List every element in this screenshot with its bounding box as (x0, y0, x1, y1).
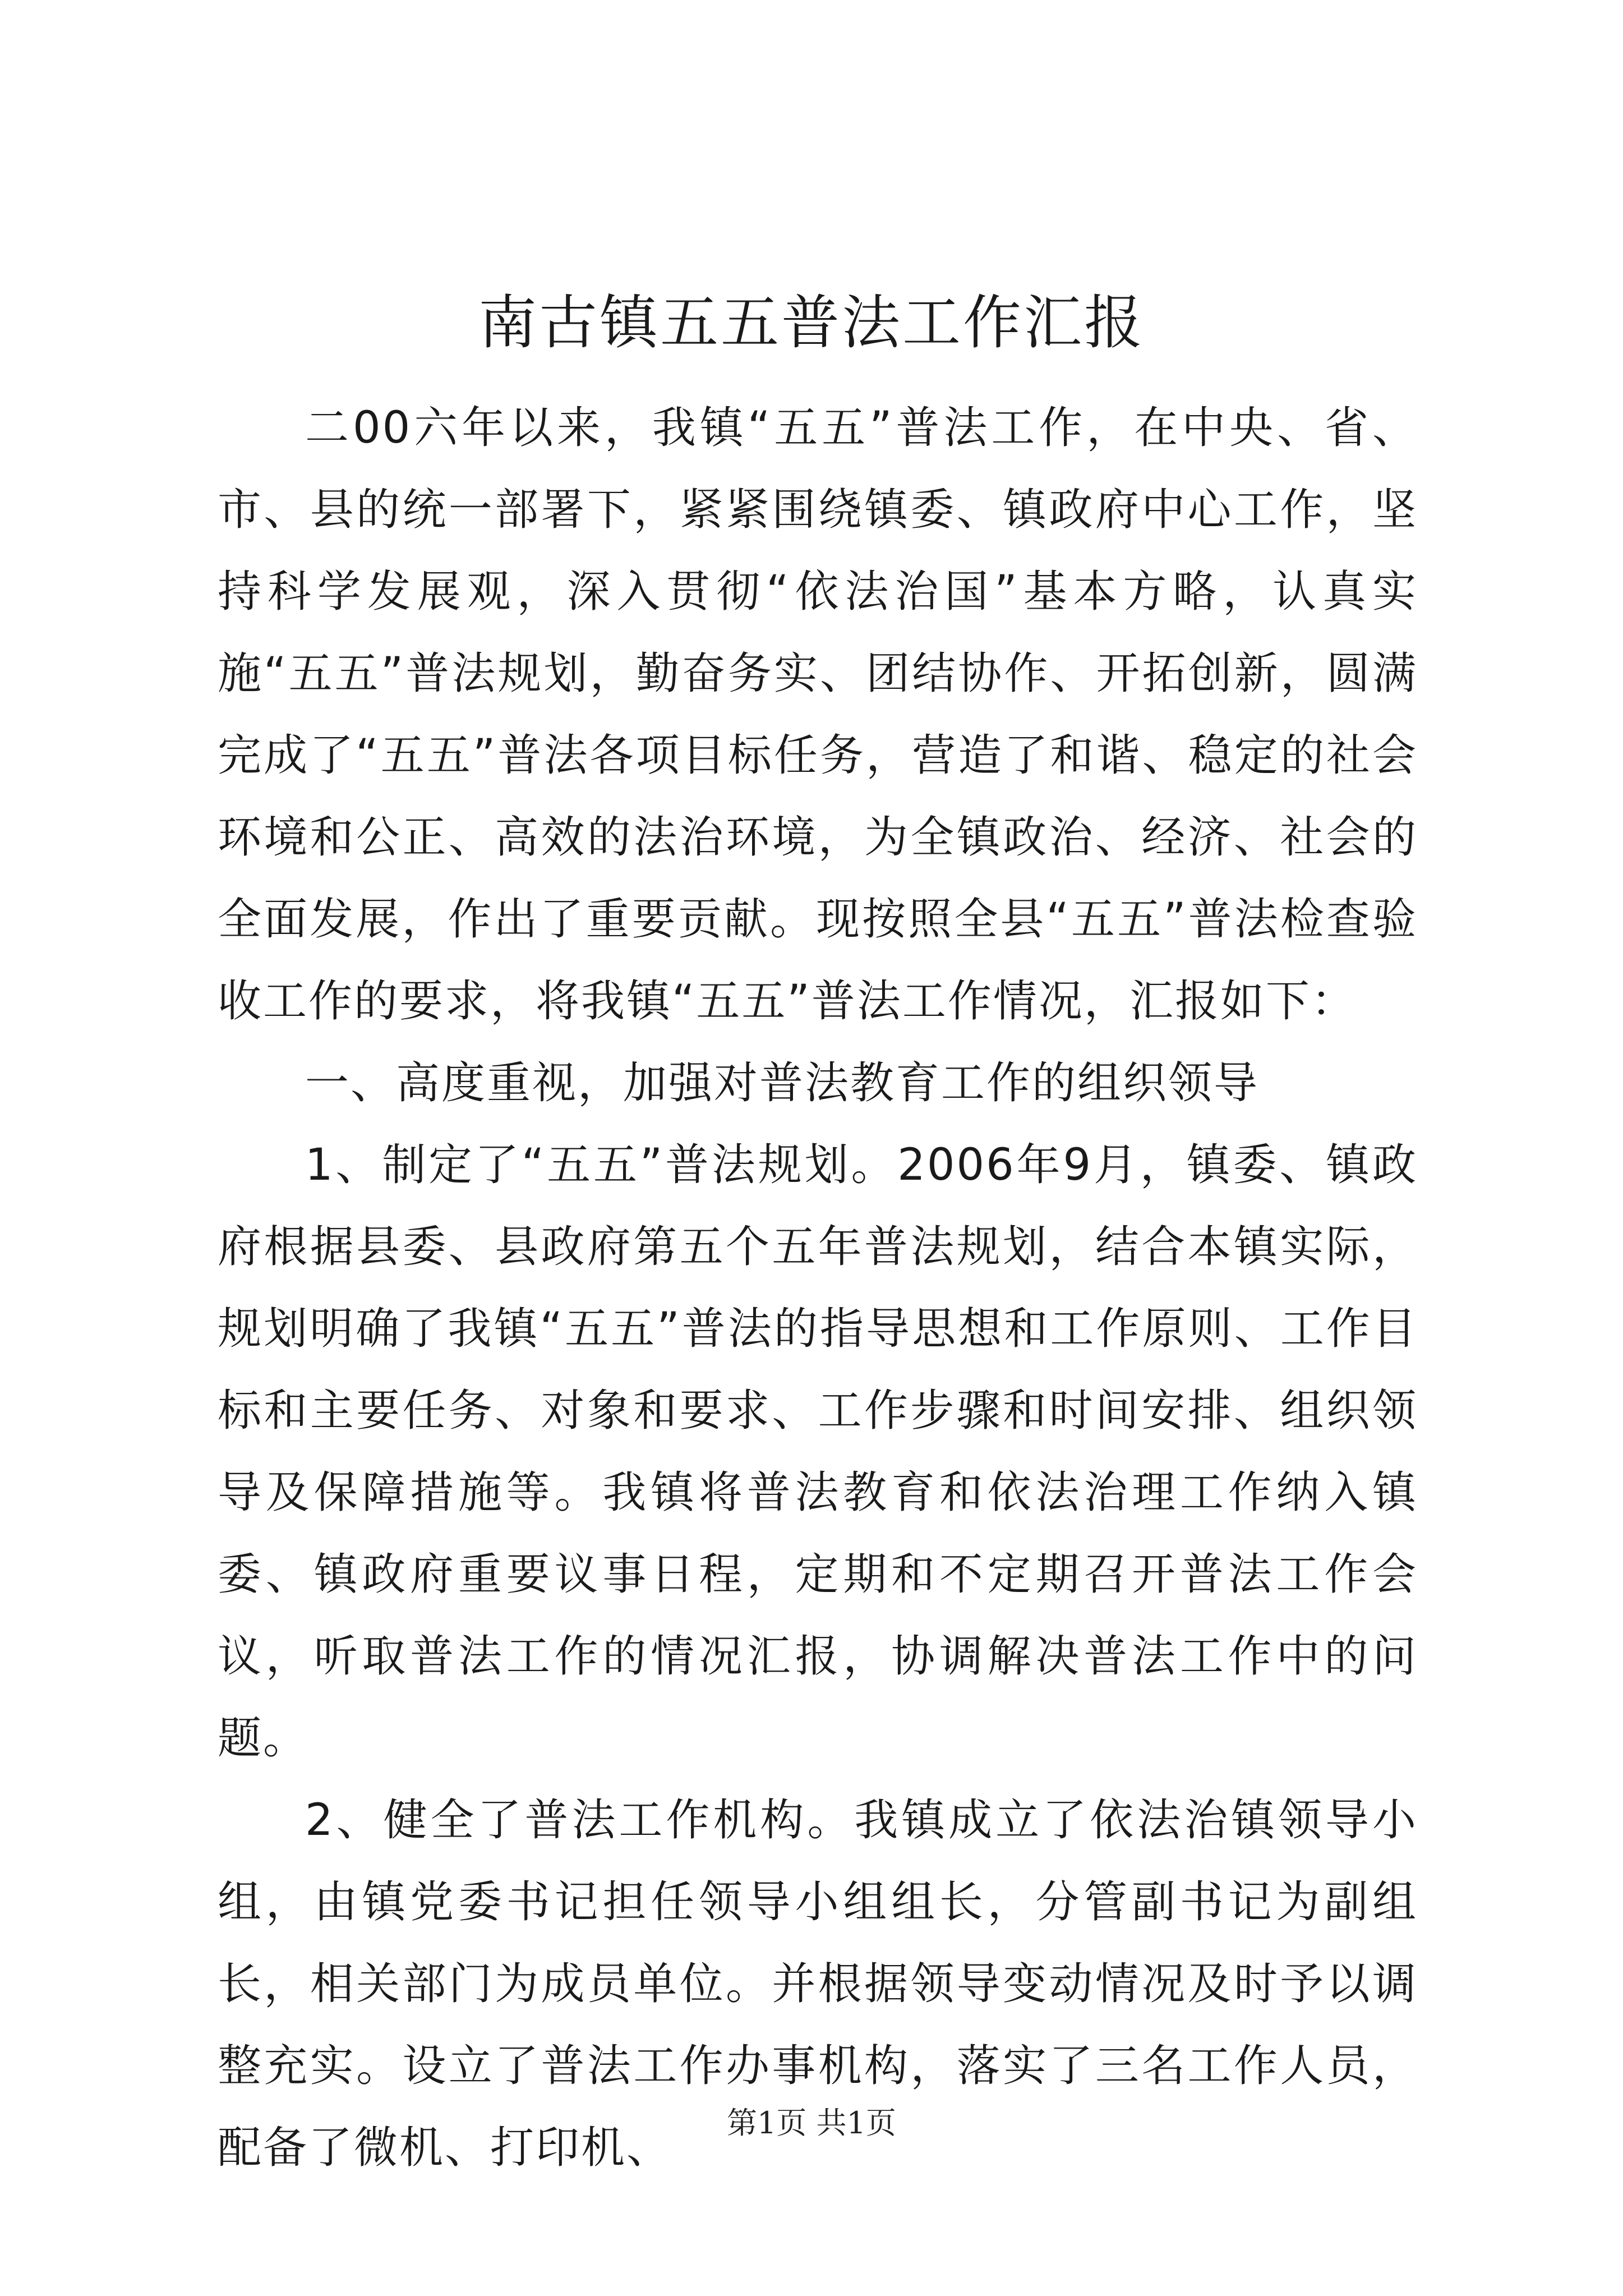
page-footer: 第1页 共1页 (727, 2105, 896, 2141)
paragraph-intro: 二00六年以来，我镇“五五”普法工作，在中央、省、市、县的统一部署下，紧紧围绕镇委、镇政府中心工作，坚持科学发展观，深入贯彻“依法治国”基本方略，认真实施“五五”普法规划，勤奋务实、团结协作、开拓创新，圆满完成了“五五”普法各项目标任务，营造了和谐、稳定的社会环境和公正、高效的法治环境，为全镇政治、经济、社会的全面发展，作出了重要贡献。现按照全县“五五”普法检查验收工作的要求，将我镇“五五”普法工作情况，汇报如下： (218, 403, 1418, 1027)
paragraph-item-1: 1、制定了“五五”普法规划。2006年9月，镇委、镇政府根据县委、县政府第五个五年普法规划，结合本镇实际，规划明确了我镇“五五”普法的指导思想和工作原则、工作目标和主要任务、对象和要求、工作步骤和时间安排、组织领导及保障措施等。我镇将普法教育和依法治理工作纳入镇委、镇政府重要议事日程，定期和不定期召开普法工作会议，听取普法工作的情况汇报，协调解决普法工作中的问题。 (218, 1140, 1418, 1764)
section-heading-1: 一、高度重视，加强对普法教育工作的组织领导 (305, 1058, 1260, 1108)
document-body (218, 387, 1418, 2189)
paragraph-item-2: 2、健全了普法工作机构。我镇成立了依法治镇领导小组，由镇党委书记担任领导小组组长，分管副书记为副组长，相关部门为成员单位。并根据领导变动情况及时予以调整充实。设立了普法工作办事机构，落实了三名工作人员，配备了微机、打印机、 (218, 1795, 1418, 2173)
document-title: 南古镇五五普法工作汇报 (478, 288, 1145, 357)
